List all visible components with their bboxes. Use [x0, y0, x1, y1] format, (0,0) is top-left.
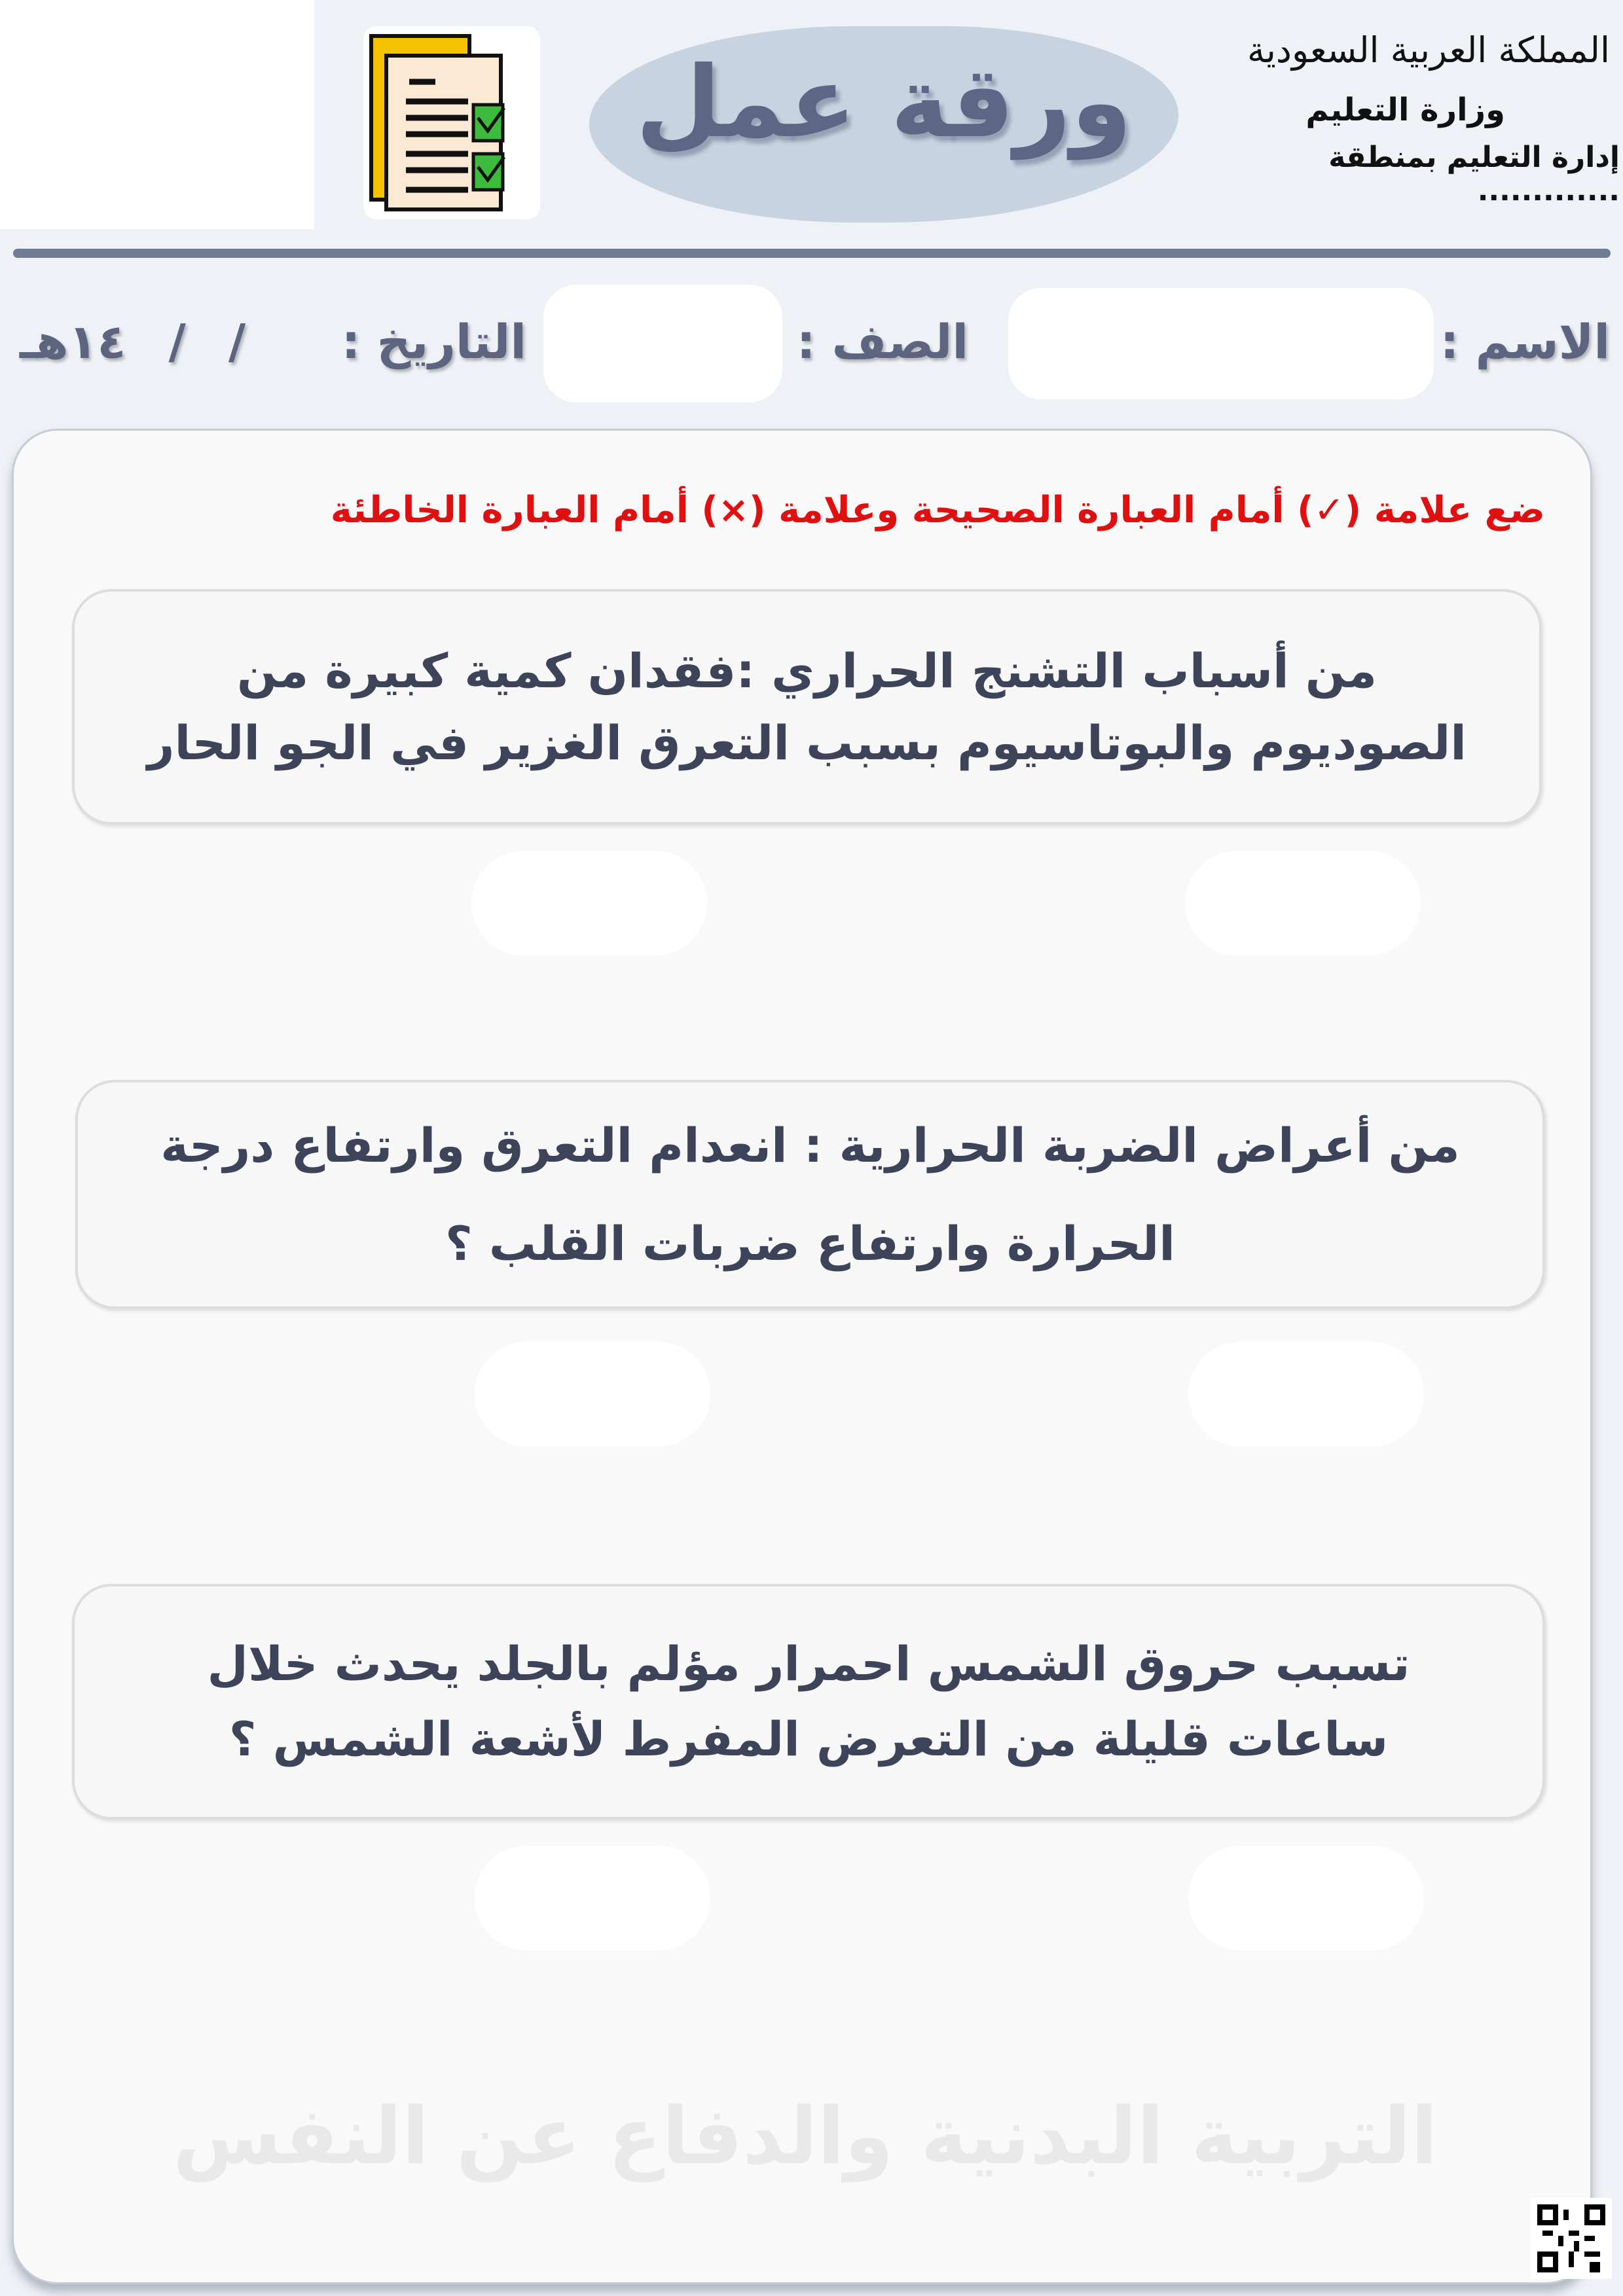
- answer-box[interactable]: [471, 851, 707, 956]
- watermark: التربية البدنية والدفاع عن النفس: [173, 2091, 1438, 2182]
- question-2: [75, 1080, 1545, 1309]
- answer-box[interactable]: [475, 1342, 710, 1446]
- question-text: من أسباب التشنج الحراري :فقدان كمية كبيرة من الصوديوم والبوتاسيوم بسبب التعرق الغزير في الجو الحار: [147, 643, 1467, 770]
- class-field[interactable]: [543, 285, 782, 403]
- checklist-icon: [363, 26, 540, 219]
- page-title: ورقة عمل: [636, 46, 1132, 160]
- question-1: [72, 589, 1542, 825]
- name-label: الاسم :: [1440, 314, 1610, 369]
- instruction: ضع علامة (✓) أمام العبارة الصحيحة وعلامة (×) أمام العبارة الخاطئة: [330, 489, 1545, 531]
- answer-box[interactable]: [1188, 1342, 1424, 1446]
- answer-box[interactable]: [1188, 1846, 1424, 1950]
- header-divider: [13, 249, 1611, 258]
- kingdom-name: المملكة العربية السعودية: [1247, 29, 1610, 71]
- blank-corner: [0, 0, 314, 229]
- ministry-name: وزارة التعليم: [1305, 92, 1505, 128]
- answer-box[interactable]: [475, 1846, 710, 1950]
- answer-box[interactable]: [1185, 851, 1421, 956]
- question-text: تسبب حروق الشمس احمرار مؤلم بالجلد يحدث خلال ساعات قليلة من التعرض المفرط لأشعة الشمس ؟: [207, 1636, 1410, 1767]
- date-label: التاريخ :: [341, 314, 526, 369]
- date-value: / / ١٤هـ: [20, 314, 246, 369]
- name-field[interactable]: [1008, 288, 1434, 399]
- question-3: [72, 1584, 1545, 1820]
- question-text: من أعراض الضربة الحرارية : انعدام التعرق وارتفاع درجة الحرارة وارتفاع ضربات القلب ؟: [160, 1118, 1460, 1271]
- class-label: الصف :: [796, 314, 968, 369]
- qr-code[interactable]: [1531, 2198, 1612, 2279]
- administration-name: إدارة التعليم بمنطقة .............: [1328, 141, 1620, 207]
